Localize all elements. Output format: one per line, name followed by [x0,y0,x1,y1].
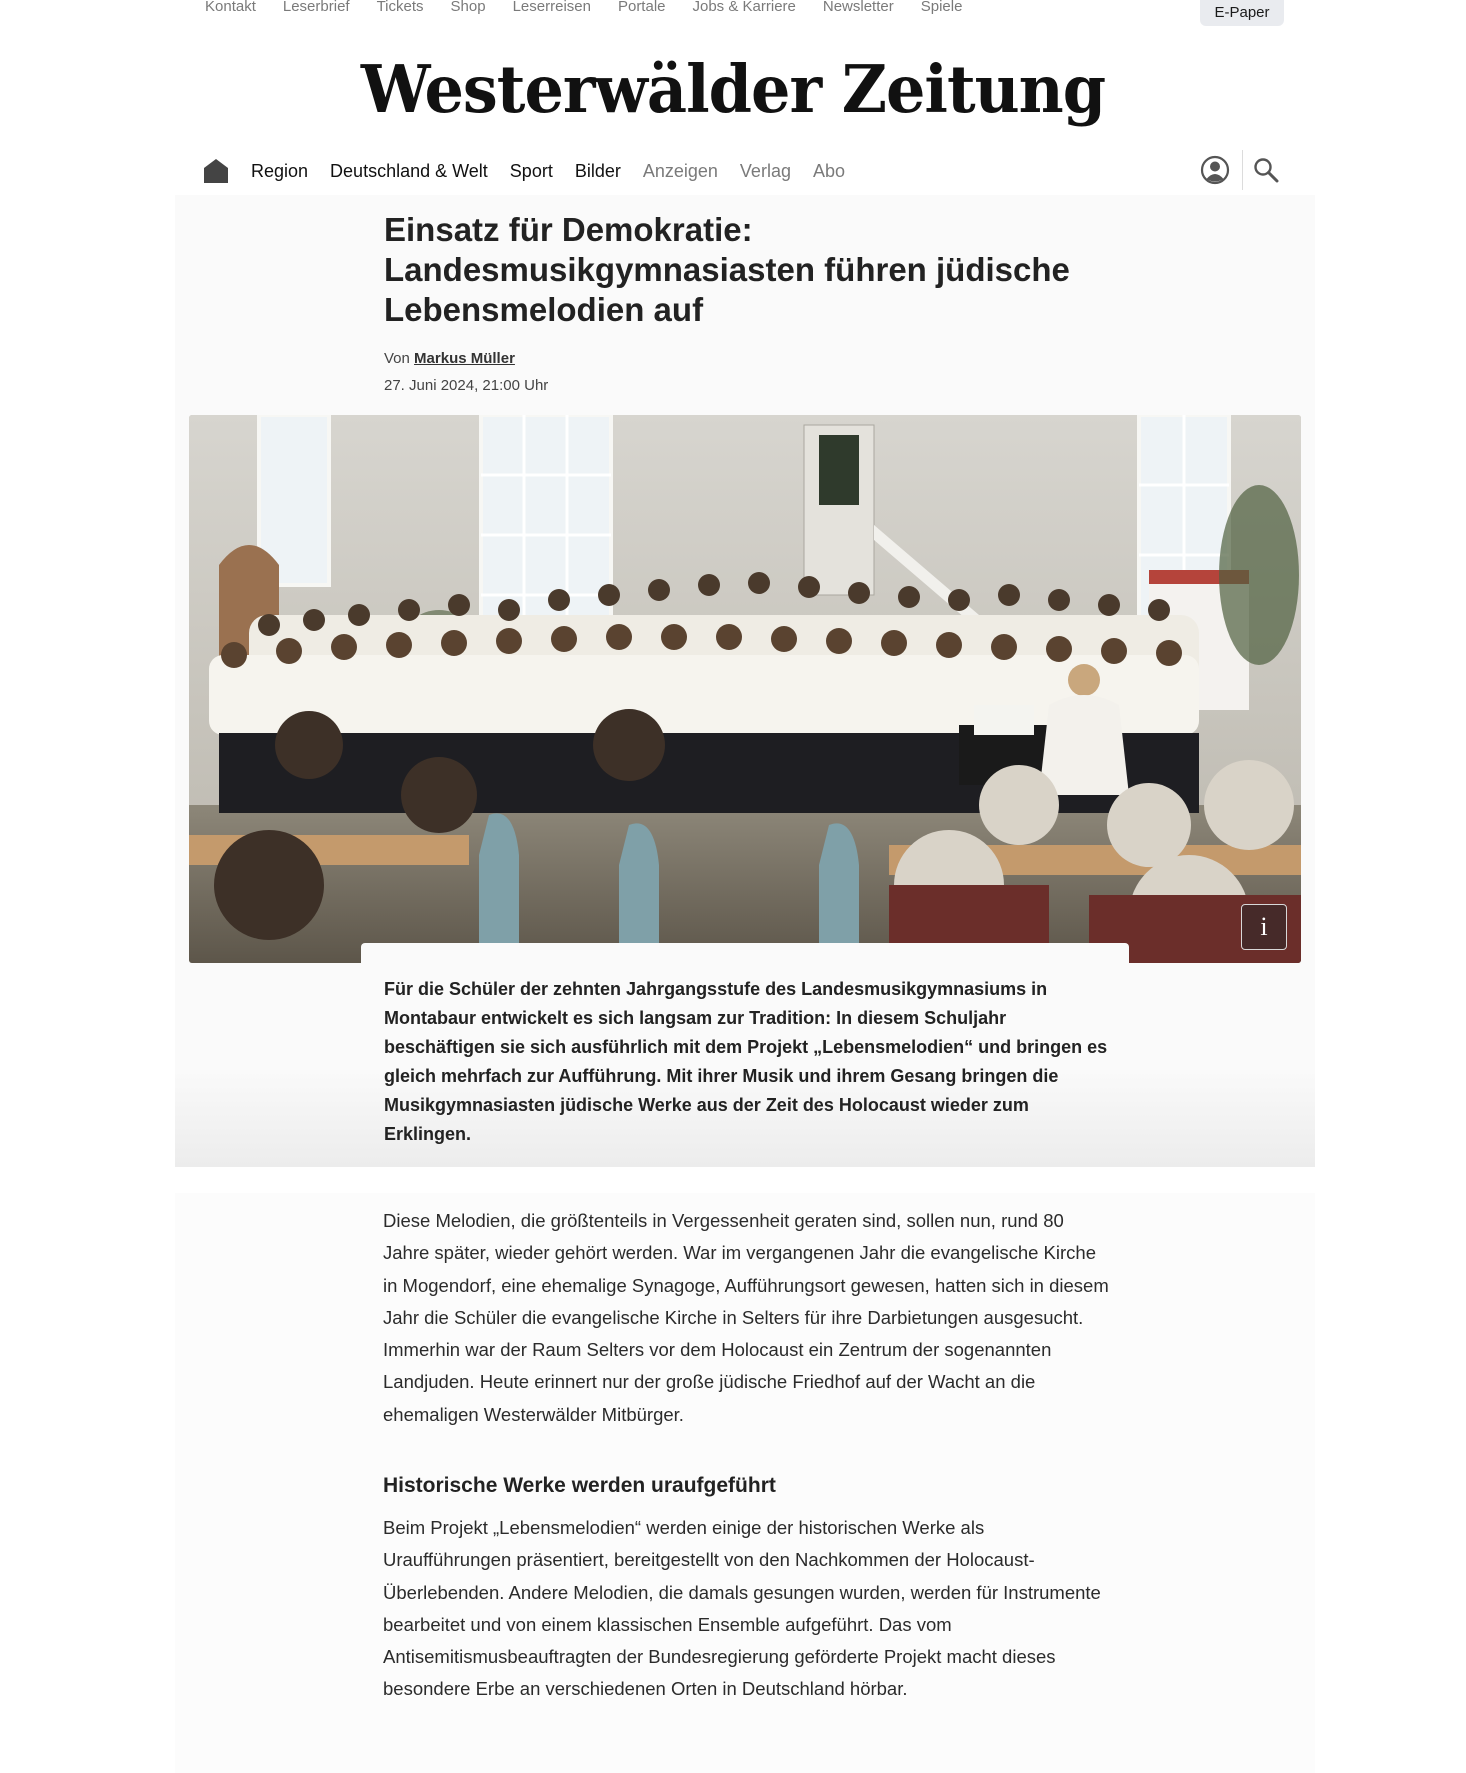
service-link-leserbrief[interactable]: Leserbrief [282,0,350,15]
article-paragraph-2: Beim Projekt „Lebensmelodien“ werden einige der historischen Werke als Uraufführungen präsentiert, bereitgestellt von den Nachkommen der Holocaust-Überlebenden. Andere Melodien, die damals gesungen wurden, werden für Instrumente bearbeitet und von einem klassischen Ensemble aufgeführt. Das vom Antisemitismusbeauftragten der Bundesregierung geförderte Projekt macht dieses besondere Erbe an verschiedenen Orten in Deutschland hörbar. [383,1517,1101,1700]
article-paragraph-1: Diese Melodien, die größtenteils in Vergessenheit geraten sind, sollen nun, rund 80 Jahre später, wieder gehört werden. War im vergangenen Jahr die evangelische Kirche in Mogendorf, eine ehemalige Synagoge, Aufführungsort gewesen, hatten sich in diesem Jahr die Schüler die evangelische Kirche in Selters für ihre Darbietungen ausgesucht. Immerhin war der Raum Selters vor dem Holocaust ein Zentrum der sogenannten Landjuden. Heute erinnert nur der große jüdische Friedhof auf der Wacht an die ehemaligen Westerwälder Mitbürger. [383,1210,1109,1425]
image-info-button[interactable]: i [1241,904,1287,950]
home-icon[interactable] [203,158,229,184]
nav-item-sport[interactable]: Sport [509,160,553,181]
nav-item-abo[interactable]: Abo [812,160,845,181]
hero-photo[interactable] [189,415,1301,963]
article-lead: Für die Schüler der zehnten Jahrgangsstufe des Landesmusikgymnasiums in Montabaur entwickelt es sich langsam zur Tradition: In diesem Schuljahr beschäftigen sie sich ausführlich mit dem Projekt „Lebensmelodien“ und bringen es gleich mehrfach zur Aufführung. Mit ihrer Musik und ihrem Gesang bringen die Musikgymnasiasten jüdische Werke aus der Zeit des Holocaust wieder zum Erklingen. [384,979,1108,1144]
nav-actions [1200,150,1279,190]
nav-item-bilder[interactable]: Bilder [574,160,621,181]
site-logo[interactable]: Westerwälder Zeitung [360,51,1106,128]
epaper-button[interactable]: E-Paper [1200,0,1284,26]
article-subheading: Historische Werke werden uraufgeführt [383,1474,776,1497]
nav-item-anzeigen[interactable]: Anzeigen [642,160,718,181]
author-link[interactable]: Markus Müller [414,350,515,367]
byline-prefix: Von [384,350,410,367]
nav-item-region[interactable]: Region [251,160,309,181]
service-link-kontakt[interactable]: Kontakt [205,0,256,15]
nav-divider [1242,150,1243,190]
article-headline: Einsatz für Demokratie: Landesmusikgymnasiasten führen jüdische Lebensmelodien auf [384,211,1070,328]
service-link-portale[interactable]: Portale [617,0,666,15]
main-nav [203,153,867,189]
service-link-newsletter[interactable]: Newsletter [822,0,894,15]
hero-photo-illustration [189,415,1301,963]
service-link-shop[interactable]: Shop [450,0,486,15]
search-icon[interactable] [1253,157,1279,183]
service-link-leserreisen[interactable]: Leserreisen [512,0,591,15]
article-byline [384,350,515,367]
nav-item-verlag[interactable]: Verlag [739,160,791,181]
nav-item-deutschland-welt[interactable]: Deutschland & Welt [330,160,488,181]
user-icon[interactable] [1200,155,1230,185]
service-link-jobs-karriere[interactable]: Jobs & Karriere [692,0,796,15]
service-link-tickets[interactable]: Tickets [376,0,424,15]
article-date: 27. Juni 2024, 21:00 Uhr [384,377,549,394]
service-link-spiele[interactable]: Spiele [920,0,963,15]
service-nav [205,0,962,18]
lead-tab [361,943,1129,965]
